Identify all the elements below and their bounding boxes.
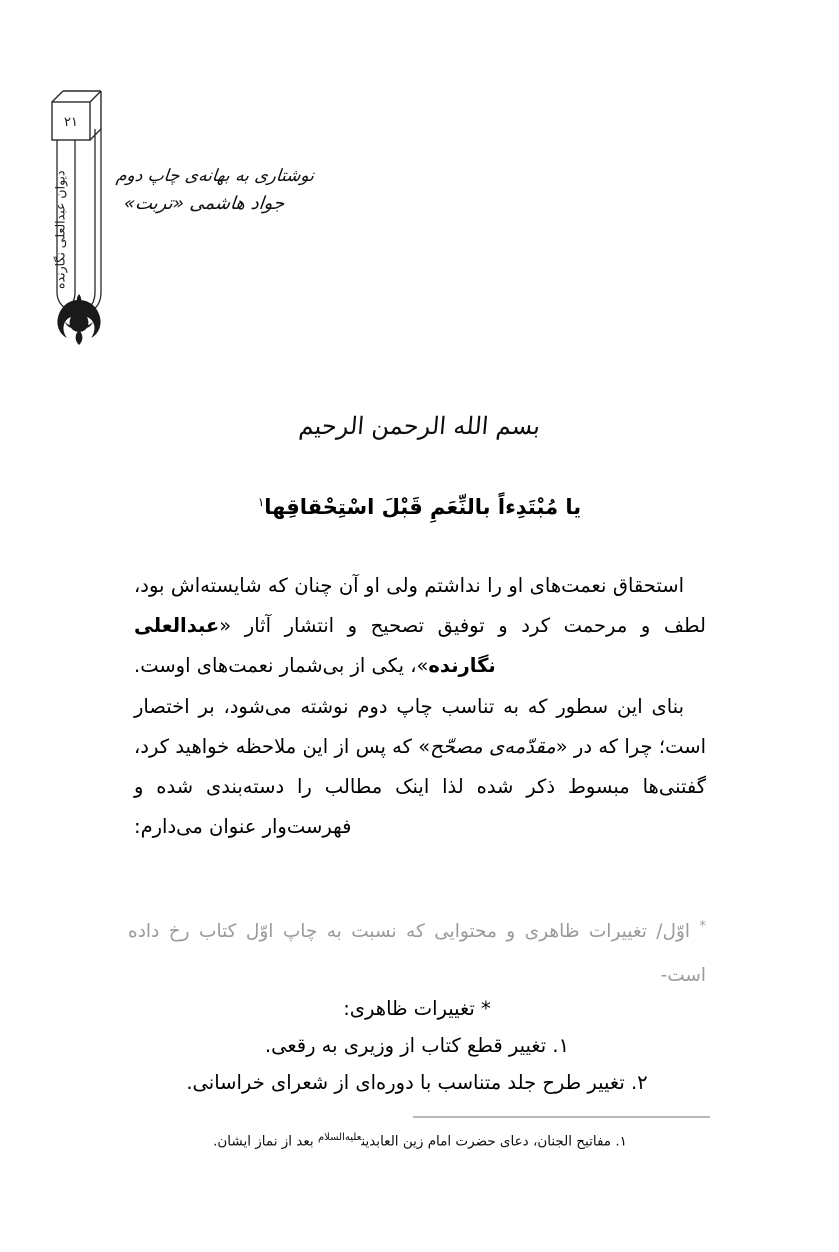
calligraphic-title-line2: جواد هاشمی «تربت» — [122, 193, 286, 215]
paragraph-2-emphasis: مقدّمه‌ی مصحّح — [430, 735, 556, 758]
paragraph-1 — [134, 566, 706, 686]
bismillah-calligraphy: بسم الله الرحمن الرحیم — [297, 412, 542, 440]
arabic-verse — [0, 495, 839, 519]
list-item: ۱. تغییر قطع کتاب از وزیری به رقعی. — [264, 1034, 570, 1057]
footnote — [130, 1126, 710, 1154]
calligraphic-title-line1: نوشتاری به بهانه‌ی چاپ دوم — [115, 166, 316, 186]
footnote-text-part2: بعد از نماز ایشان. — [213, 1133, 314, 1150]
changes-list-block — [128, 990, 706, 1101]
paragraph-2-part2: » که پس از این ملاحظه خواهید کرد، گفتنی‌ها مبسوط ذکر شده لذا اینک مطالب را دسته‌بندی شده و فهرست‌وار عنوان می‌دارم: — [134, 735, 706, 838]
paragraph-1-emphasis: عبدالعلی نگارنده — [134, 614, 496, 677]
paragraph-2-part1: بنای این سطور که به تناسب چاپ دوم نوشته می‌شود، بر اختصار است؛ چرا که در « — [134, 695, 706, 758]
footnote-number: ۱. — [615, 1133, 627, 1150]
list-item: ۲. تغییر طرح جلد متناسب با دوره‌ای از شعرای خراسانی. — [186, 1071, 648, 1094]
footnote-text-part1: مفاتیح الجنان، دعای حضرت امام زین العابدین — [361, 1133, 612, 1150]
footnote-separator-rule — [413, 1116, 710, 1118]
paragraph-2 — [134, 687, 706, 847]
paragraph-1-part2: »، یکی از بی‌شمار نعمت‌های اوست. — [134, 654, 429, 677]
section-heading-text: اوّل/ تغییرات ظاهری و محتوایی که نسبت به چاپ اوّل کتاب رخ داده است- — [128, 921, 706, 987]
paragraph-1-part1: استحقاق نعمت‌های او را نداشتم ولی او آن چنان که شایسته‌اش بود، لطف و مرحمت کرد و توفیق تصحیح و انتشار آثار « — [134, 574, 706, 637]
calligraphic-title — [115, 163, 316, 219]
section-heading-marker: * — [699, 919, 706, 934]
sub-heading-appearance-changes: * تغییرات ظاهری: — [343, 997, 491, 1020]
arabic-verse-footnote-marker: ۱ — [257, 495, 265, 509]
body-text-block — [134, 566, 706, 847]
bookmark-ribbon-label: دیوان عبدالعلی نگارنده — [52, 170, 68, 290]
page-number-text: ۲۱ — [64, 115, 78, 130]
section-heading-muted — [128, 905, 706, 998]
footnote-honorific: علیه‌السلام — [317, 1132, 362, 1143]
arabic-verse-text: یا مُبْتَدِءاً بالنِّعَمِ قَبْلَ اسْتِحْقاقِها — [264, 495, 582, 519]
